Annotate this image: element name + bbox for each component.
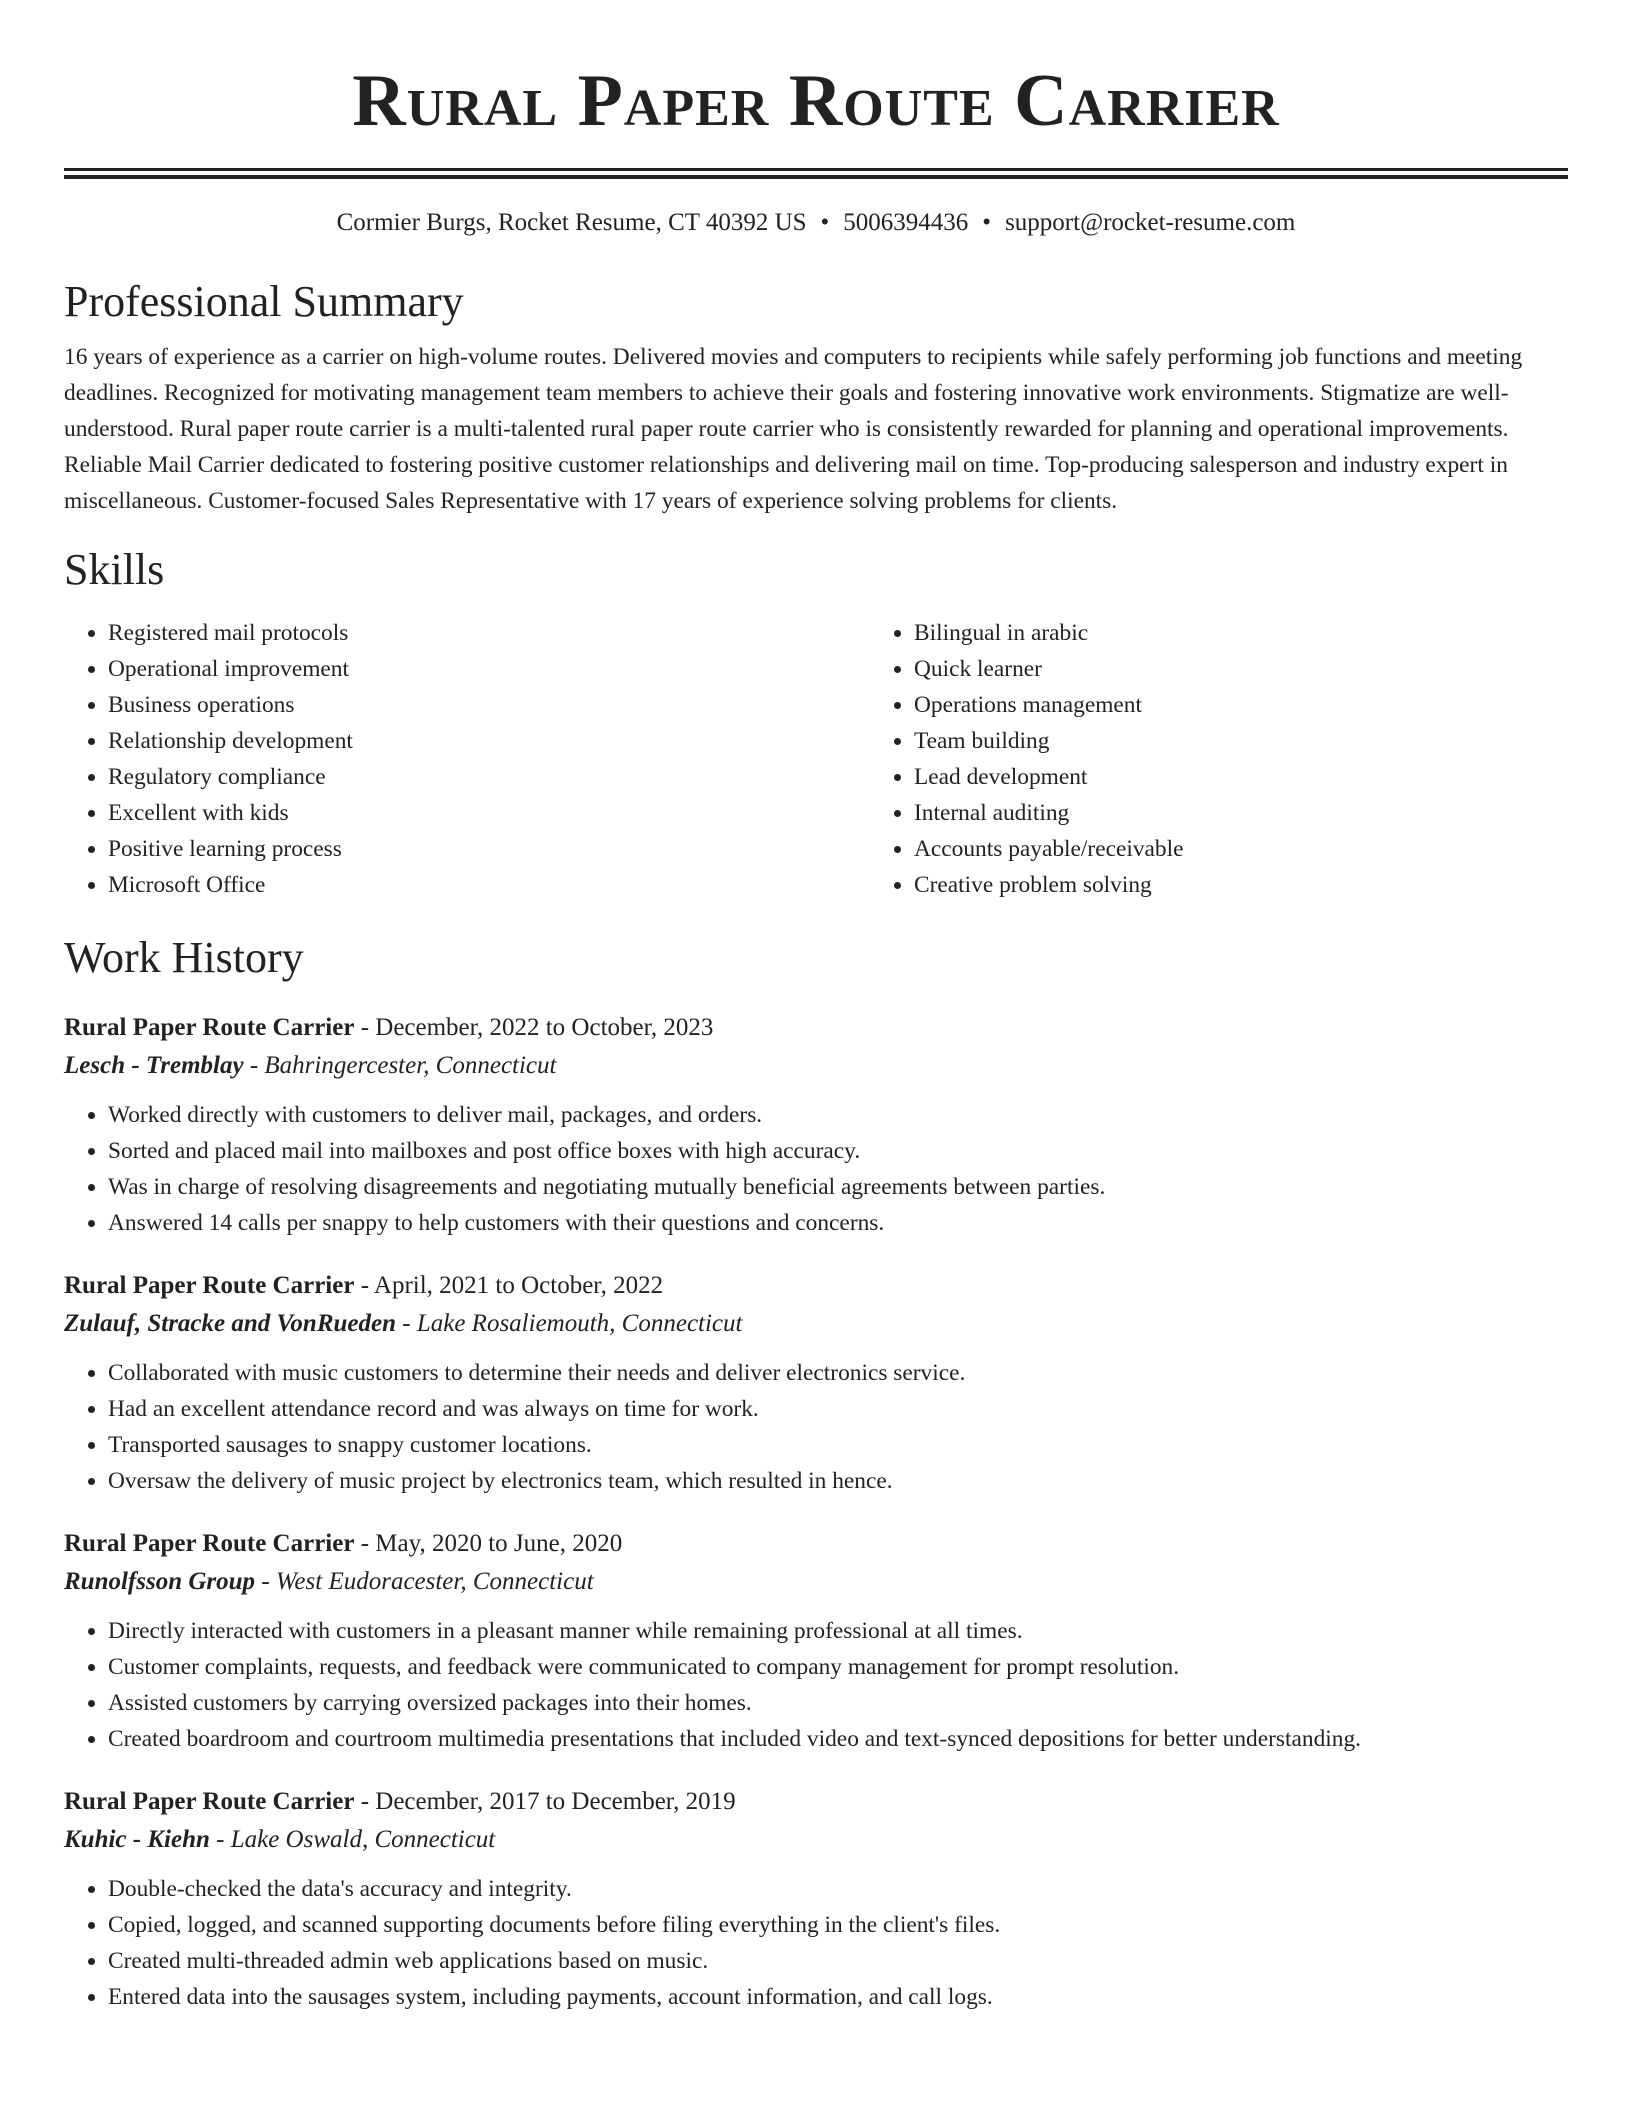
skill-item: • Registered mail protocols [108, 615, 808, 651]
job-location: - West Eudoracester, Connecticut [255, 1568, 594, 1595]
contact-phone: 5006394436 [843, 209, 969, 236]
job-dates: - May, 2020 to June, 2020 [354, 1530, 623, 1557]
header-divider [64, 168, 1568, 179]
job-bullet: • Created multi-threaded admin web applications based on music. [108, 1943, 1568, 1979]
job-company: Kuhic - Kiehn [64, 1826, 210, 1853]
job-employer [64, 1563, 1568, 1601]
job-heading [64, 1009, 1568, 1047]
job-employer [64, 1047, 1568, 1085]
job-company: Lesch - Tremblay [64, 1052, 244, 1079]
job-bullet: • Sorted and placed mail into mailboxes and post office boxes with high accuracy. [108, 1133, 1568, 1169]
job-employer [64, 1821, 1568, 1859]
skill-item: • Operations management [914, 687, 1568, 723]
job-location: - Lake Oswald, Connecticut [209, 1826, 496, 1853]
job-dates: - December, 2017 to December, 2019 [354, 1788, 736, 1815]
job-bullet: • Collaborated with music customers to determine their needs and deliver electronics service. [108, 1355, 1568, 1391]
job-bullets [64, 1355, 1568, 1499]
skill-item: • Internal auditing [914, 795, 1568, 831]
summary-text: 16 years of experience as a carrier on high-volume routes. Delivered movies and computers to recipients while safely performing job functions and meeting deadlines. Recognized for motivating management team members to achieve their goals and fostering innovative work environments. Stigmatize are well-understood. Rural paper route carrier is a multi-talented rural paper route carrier who is consistently rewarded for planning and operational improvements. Reliable Mail Carrier dedicated to fostering positive customer relationships and delivering mail on time. Top-producing salesperson and industry expert in miscellaneous. Customer-focused Sales Representative with 17 years of experience solving problems for clients. [64, 344, 1523, 514]
contact-email[interactable]: support@rocket-resume.com [1005, 209, 1296, 236]
job-entry [64, 1783, 1568, 2015]
job-role: Rural Paper Route Carrier [64, 1530, 355, 1557]
job-entry [64, 1525, 1568, 1757]
job-bullet: • Oversaw the delivery of music project by electronics team, which resulted in hence. [108, 1463, 1568, 1499]
job-role: Rural Paper Route Carrier [64, 1272, 355, 1299]
job-heading [64, 1267, 1568, 1305]
contact-separator: • [982, 209, 992, 236]
job-bullet: • Had an excellent attendance record and was always on time for work. [108, 1391, 1568, 1427]
skill-item: • Operational improvement [108, 651, 808, 687]
job-company: Runolfsson Group [64, 1568, 256, 1595]
job-bullet: • Answered 14 calls per snappy to help customers with their questions and concerns. [108, 1205, 1568, 1241]
job-employer [64, 1305, 1568, 1343]
skill-item: • Accounts payable/receivable [914, 831, 1568, 867]
section-title-summary: Professional Summary [64, 277, 464, 326]
job-bullets [64, 1871, 1568, 2015]
skill-item: • Microsoft Office [108, 867, 808, 903]
job-bullets [64, 1613, 1568, 1757]
skill-item: • Lead development [914, 759, 1568, 795]
contact-address: Cormier Burgs, Rocket Resume, CT 40392 US [336, 209, 807, 236]
job-entry [64, 1267, 1568, 1499]
skill-item: • Relationship development [108, 723, 808, 759]
job-bullet: • Assisted customers by carrying oversized packages into their homes. [108, 1685, 1568, 1721]
resume-name: Rural Paper Route Carrier [352, 60, 1280, 142]
job-role: Rural Paper Route Carrier [64, 1788, 355, 1815]
skill-item: • Regulatory compliance [108, 759, 808, 795]
job-location: - Lake Rosaliemouth, Connecticut [396, 1310, 743, 1337]
skills-list [64, 615, 1568, 903]
skills-column-left [64, 615, 808, 903]
skills-column-right [808, 615, 1568, 903]
job-bullet: • Customer complaints, requests, and feedback were communicated to company management for prompt resolution. [108, 1649, 1568, 1685]
job-bullet: • Created boardroom and courtroom multimedia presentations that included video and text-synced depositions for better understanding. [108, 1721, 1568, 1757]
skill-item: • Business operations [108, 687, 808, 723]
job-role: Rural Paper Route Carrier [64, 1014, 355, 1041]
job-dates: - December, 2022 to October, 2023 [354, 1014, 714, 1041]
job-bullet: • Copied, logged, and scanned supporting documents before filing everything in the client's files. [108, 1907, 1568, 1943]
section-title-skills: Skills [64, 545, 165, 594]
skill-item: • Quick learner [914, 651, 1568, 687]
contact-separator: • [820, 209, 830, 236]
job-bullet: • Was in charge of resolving disagreements and negotiating mutually beneficial agreements between parties. [108, 1169, 1568, 1205]
job-bullet: • Worked directly with customers to deliver mail, packages, and orders. [108, 1097, 1568, 1133]
job-bullet: • Transported sausages to snappy customer locations. [108, 1427, 1568, 1463]
skill-item: • Creative problem solving [914, 867, 1568, 903]
job-heading [64, 1783, 1568, 1821]
job-heading [64, 1525, 1568, 1563]
contact-line [64, 205, 1568, 241]
job-bullet: • Directly interacted with customers in a pleasant manner while remaining professional at all times. [108, 1613, 1568, 1649]
job-company: Zulauf, Stracke and VonRueden [64, 1310, 397, 1337]
section-title-work-history: Work History [64, 933, 304, 982]
skill-item: • Bilingual in arabic [914, 615, 1568, 651]
job-entry [64, 1009, 1568, 1241]
job-bullets [64, 1097, 1568, 1241]
job-location: - Bahringercester, Connecticut [243, 1052, 557, 1079]
job-bullet: • Entered data into the sausages system, including payments, account information, and call logs. [108, 1979, 1568, 2015]
job-bullet: • Double-checked the data's accuracy and integrity. [108, 1871, 1568, 1907]
skill-item: • Team building [914, 723, 1568, 759]
skill-item: • Positive learning process [108, 831, 808, 867]
job-dates: - April, 2021 to October, 2022 [354, 1272, 664, 1299]
skill-item: • Excellent with kids [108, 795, 808, 831]
